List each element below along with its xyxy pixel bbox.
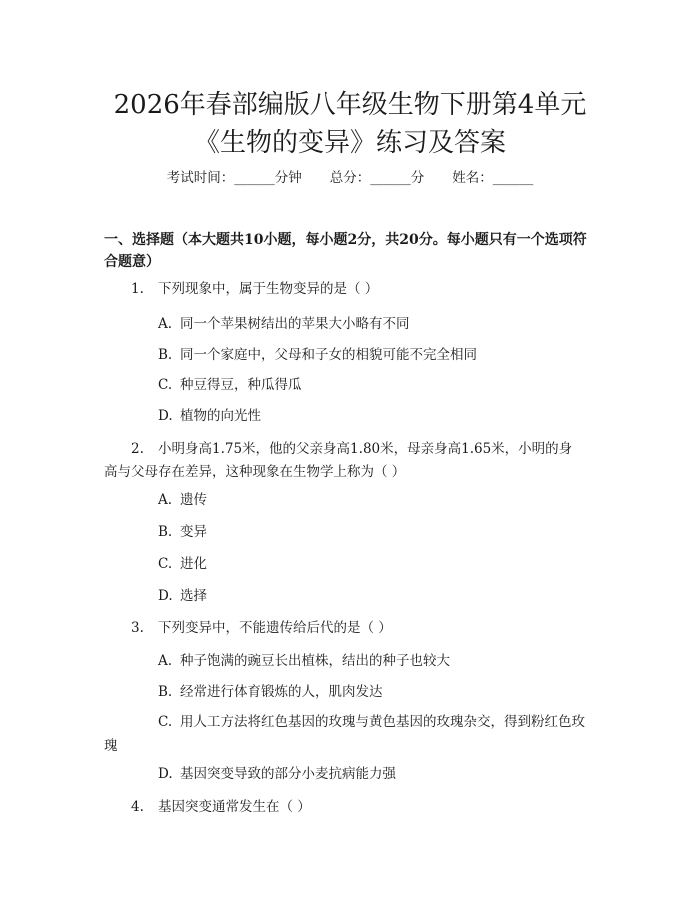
option-3d [158,768,396,782]
question-text: 下列变异中，不能遗传给后代的是（ ） [158,620,392,636]
option-text: 同一个家庭中，父母和子女的相貌可能不完全相同 [180,347,477,363]
section-heading: 一、选择题（本大题共10小题，每小题2分，共20分。每小题只有一个选项符合题意） [104,232,587,270]
question-text: 基因突变通常发生在（ ） [158,799,311,815]
option-text: 同一个苹果树结出的苹果大小略有不同 [180,316,410,332]
option-text: 进化 [180,556,207,572]
option-1c [158,379,302,393]
option-letter: B. [158,347,173,363]
option-letter: C. [158,377,173,393]
title-line-2: 《生物的变异》练习及答案 [193,128,506,158]
option-letter: A. [158,316,173,332]
question-1 [131,283,378,297]
option-letter: D. [158,408,173,424]
option-letter: B. [158,524,173,540]
option-text: 种豆得豆，种瓜得瓜 [180,377,302,393]
question-number: 1. [131,281,144,297]
option-text: 选择 [180,588,207,604]
exam-meta [0,172,700,186]
option-1a [158,318,410,332]
question-4 [131,801,311,815]
question-number: 3. [131,620,144,636]
question-text: 下列现象中，属于生物变异的是（ ） [158,281,379,297]
question-3 [131,622,392,636]
option-3a [158,655,450,669]
question-text: 小明身高1.75米，他的父亲身高1.80米，母亲身高1.65米，小明的身 [158,441,573,457]
option-text: 种子饱满的豌豆长出植株，结出的种子也较大 [180,653,450,669]
option-3c [158,716,585,730]
option-3c-continued: 瑰 [104,738,118,754]
question-number: 2. [131,441,144,457]
option-letter: D. [158,588,173,604]
option-letter: A. [158,653,173,669]
option-letter: B. [158,684,173,700]
option-text: 用人工方法将红色基因的玫瑰与黄色基因的玫瑰杂交，得到粉红色玫 [180,714,585,730]
option-2c [158,558,207,572]
option-2a [158,494,207,508]
option-text: 变异 [180,524,207,540]
option-2b [158,526,207,540]
exam-score: 总分：______分 [329,170,425,186]
question-2 [131,443,572,457]
option-1d [158,410,261,424]
option-3b [158,686,383,700]
option-2d [158,590,207,604]
title-line-1: 2026年春部编版八年级生物下册第4单元 [113,90,587,120]
option-letter: C. [158,714,173,730]
option-text: 基因突变导致的部分小麦抗病能力强 [180,766,396,782]
option-letter: A. [158,492,173,508]
question-2-continued: 高与父母存在差异，这种现象在生物学上称为（ ） [104,464,406,480]
option-1b [158,349,477,363]
option-letter: D. [158,766,173,782]
option-text: 经常进行体育锻炼的人，肌肉发达 [180,684,383,700]
option-text: 植物的向光性 [180,408,261,424]
exam-name: 姓名：______ [452,170,534,186]
exam-time: 考试时间：______分钟 [166,170,302,186]
question-number: 4. [131,799,144,815]
option-text: 遗传 [180,492,207,508]
option-letter: C. [158,556,173,572]
